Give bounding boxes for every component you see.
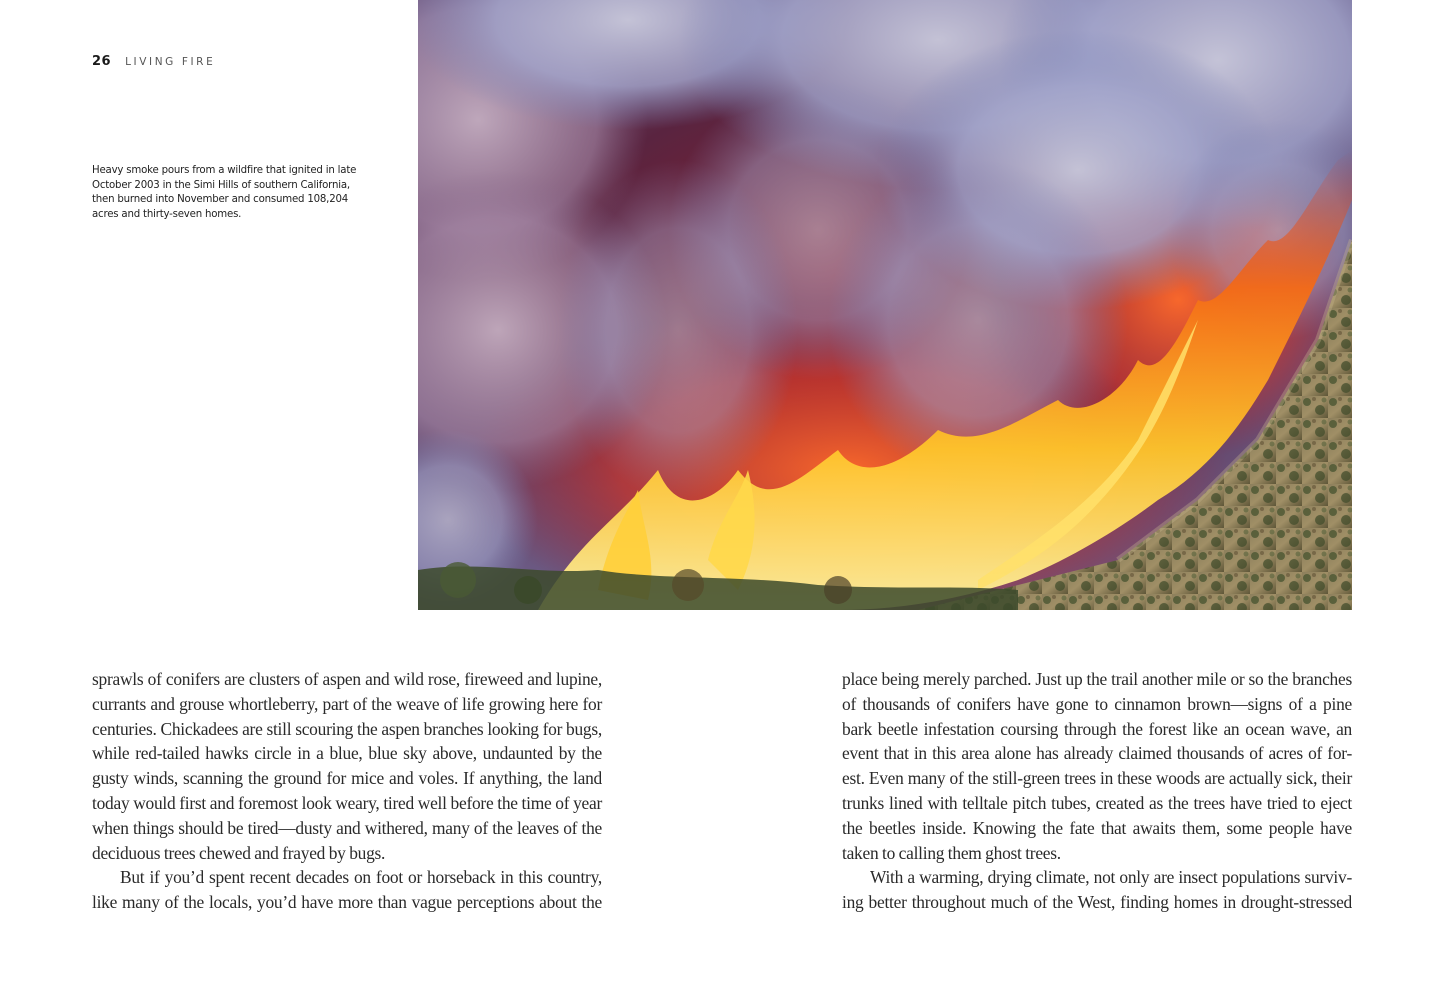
text-line: when things should be tired—dusty and withered, many of the leaves of the: [92, 817, 602, 838]
paragraph-end-line: deciduous trees chewed and frayed by bugs.: [92, 842, 386, 863]
photo-caption: Heavy smoke pours from a wildfire that ignited in late October 2003 in the Simi Hills of southern California, then burned into November and consumed 108,204 acres and thirty-seven homes.: [92, 165, 357, 220]
wildfire-photo-illustration: [418, 0, 1352, 610]
text-line: like many of the locals, you’d have more than vague perceptions about the: [92, 892, 602, 913]
text-line: event that in this area alone has already claimed thousands of acres of for-: [842, 743, 1352, 764]
text-line: gusty winds, scanning the ground for mice and voles. If anything, the land: [92, 768, 602, 789]
body-column-right: [842, 667, 1352, 915]
text-line: ing better throughout much of the West, finding homes in drought-stressed: [842, 892, 1352, 913]
page-number: 26: [92, 54, 112, 69]
text-line: today would first and foremost look weary, tired well before the time of year: [92, 792, 602, 813]
paragraph-start-line: But if you’d spent recent decades on foot or horseback in this country,: [120, 867, 602, 888]
paragraph-end-line: taken to calling them ghost trees.: [842, 842, 1061, 863]
text-line: the beetles inside. Knowing the fate that awaits them, some people have: [842, 817, 1352, 838]
text-line: place being merely parched. Just up the trail another mile or so the branches: [842, 669, 1352, 689]
text-line: of thousands of conifers have gone to cinnamon brown—signs of a pine: [842, 693, 1352, 714]
text-line: sprawls of conifers are clusters of aspen and wild rose, fireweed and lupine,: [92, 669, 602, 689]
text-line: trunks lined with telltale pitch tubes, created as the trees have tried to eject: [842, 792, 1352, 813]
running-head: [92, 54, 215, 69]
body-column-left: [92, 667, 602, 915]
section-title: LIVING FIRE: [125, 56, 216, 68]
paragraph-start-line: With a warming, drying climate, not only are insect populations surviv-: [870, 867, 1352, 888]
text-line: currants and grouse whortleberry, part of the weave of life growing here for: [92, 693, 602, 714]
wildfire-photo: [418, 0, 1352, 610]
text-line: centuries. Chickadees are still scouring the aspen branches looking for bugs,: [92, 718, 602, 739]
text-line: bark beetle infestation coursing through the forest like an ocean wave, an: [842, 718, 1352, 739]
text-line: est. Even many of the still-green trees in these woods are actually sick, their: [842, 768, 1352, 789]
text-line: while red-tailed hawks circle in a blue, blue sky above, undaunted by the: [92, 743, 602, 764]
